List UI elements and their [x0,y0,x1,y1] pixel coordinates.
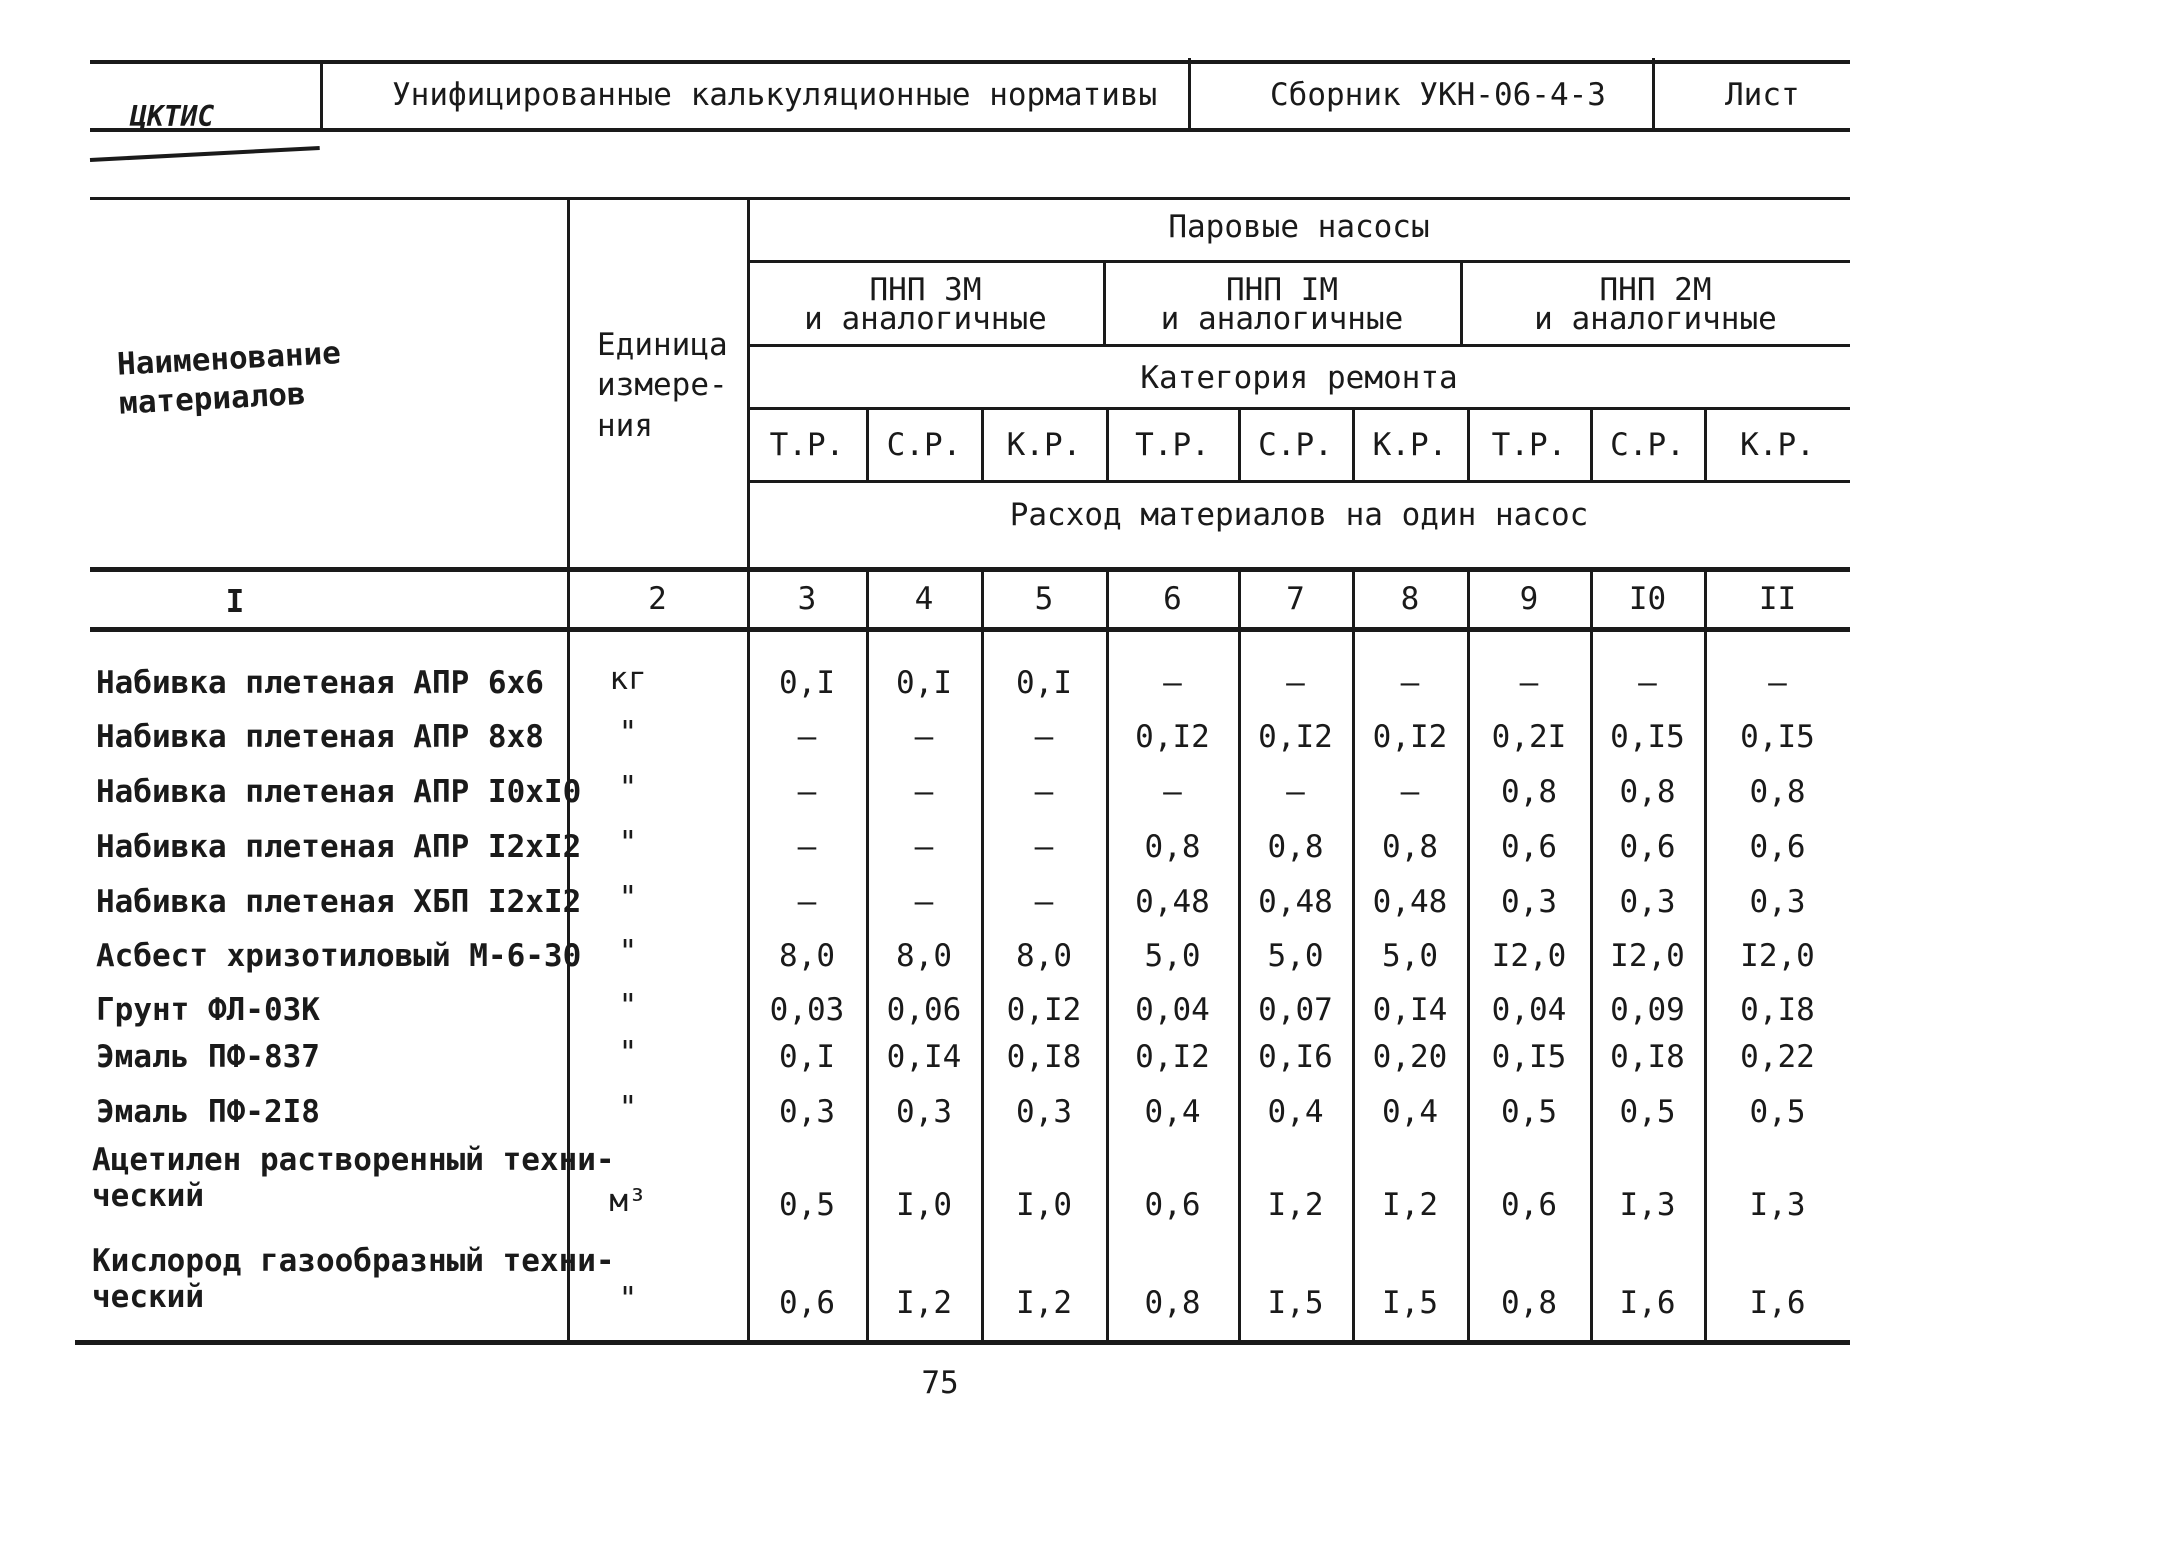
material-name-line2: ческий [92,1178,204,1214]
material-name: Эмаль ПФ-837 [96,1039,320,1075]
value-cell: 0,6 [1501,829,1557,865]
material-name: Набивка плетеная АПР 6х6 [96,665,544,701]
value-cell: 0,8 [1619,774,1676,810]
value-cell: 0,8 [1501,1285,1557,1321]
value-cell: 0,48 [1135,884,1210,920]
header-org: ЦКТИС [130,100,215,133]
value-cell: 0,5 [1749,1094,1806,1130]
value-cell: 0,3 [896,1094,952,1130]
repair-type: К.Р. [1740,427,1815,463]
value-cell: – [797,884,817,920]
value-cell: I,0 [1016,1187,1072,1223]
page-number: 75 [921,1365,959,1401]
column-number: I0 [1628,581,1667,617]
column-number: 7 [1286,581,1305,617]
value-cell: – [1163,774,1182,810]
value-cell: – [797,719,817,755]
value-cell: I,6 [1619,1285,1676,1321]
value-cell: 0,I4 [1372,992,1448,1028]
repair-type: К.Р. [1006,427,1082,463]
value-cell: 0,4 [1144,1094,1201,1130]
value-cell: – [797,829,817,865]
value-cell: 0,5 [1501,1094,1557,1130]
value-cell: – [1286,665,1305,701]
material-name: Набивка плетеная ХБП I2хI2 [96,884,582,920]
value-cell: – [1400,665,1420,701]
column-number: 5 [1034,581,1054,617]
table-rule [90,567,1850,572]
column-number: 6 [1163,581,1182,617]
table-top-rule [90,197,1850,200]
pump-3-line2: и аналогичные [1534,301,1777,337]
value-cell: 0,22 [1740,1039,1815,1075]
value-cell: 8,0 [779,938,835,974]
value-cell: 0,I8 [1610,1039,1685,1075]
table-rule [90,627,1850,632]
value-cell: 0,I5 [1740,719,1815,755]
material-name: Эмаль ПФ-2I8 [96,1094,320,1130]
col-unit-header-text: Единица измере- ния [597,327,728,444]
header-divider [1652,58,1655,128]
value-cell: – [1400,774,1420,810]
value-cell: – [1034,884,1054,920]
header-title: Унифицированные калькуляционные нормативы [392,77,1158,113]
table-rule [748,344,1850,347]
repair-type: Т.Р. [1135,427,1210,463]
repair-header: Категория ремонта [1140,360,1458,396]
column-number: 4 [914,581,934,617]
value-cell: 0,2I [1491,719,1567,755]
header-sheet-label: Лист [1725,77,1800,113]
value-cell: 0,I5 [1610,719,1685,755]
value-cell: 0,5 [1619,1094,1676,1130]
unit-cell: " [618,1035,638,1071]
repair-type: С.Р. [1610,427,1685,463]
column-number: 2 [648,581,667,617]
value-cell: 0,48 [1372,884,1448,920]
repair-type: Т.Р. [769,427,845,463]
repair-type: С.Р. [1258,427,1333,463]
value-cell: 0,8 [1749,774,1806,810]
value-cell: 0,I2 [1135,1039,1210,1075]
unit-cell: " [618,1090,638,1126]
unit-cell: кг [609,661,647,697]
value-cell: 0,I8 [1006,1039,1082,1075]
material-name: Грунт ФЛ-03К [96,992,320,1028]
header-divider [1188,58,1191,128]
pump-2-line2: и аналогичные [1160,301,1404,337]
pump-3-line1: ПНП 2М [1599,272,1712,308]
value-cell: I2,0 [1491,938,1567,974]
col-name-header-text: Наименование материалов [116,335,342,422]
value-cell: 0,48 [1258,884,1333,920]
value-cell: 0,I5 [1491,1039,1567,1075]
table-rule [748,480,1850,483]
value-cell: 0,3 [1016,1094,1072,1130]
value-cell: 0,I2 [1006,992,1082,1028]
value-cell: 0,20 [1372,1039,1448,1075]
material-name: Асбест хризотиловый М-6-30 [96,938,582,974]
value-cell: 8,0 [1016,938,1072,974]
value-cell: 0,6 [779,1285,835,1321]
unit-cell: " [618,715,638,751]
pump-1-line1: ПНП 3М [869,272,982,308]
value-cell: 0,07 [1258,992,1333,1028]
value-cell: I,0 [896,1187,952,1223]
value-cell: 0,I [779,1039,835,1075]
value-cell: 0,3 [1501,884,1557,920]
value-cell: 0,3 [779,1094,835,1130]
consumption-header: Расход материалов на один насос [1009,497,1589,533]
value-cell: 0,09 [1610,992,1685,1028]
value-cell: 0,I [896,665,952,701]
unit-cell: " [618,1281,638,1317]
header-top-rule [90,60,1850,64]
value-cell: 0,8 [1382,829,1438,865]
value-cell: 0,03 [769,992,845,1028]
value-cell: I,2 [896,1285,952,1321]
material-name: Набивка плетеная АПР 8х8 [96,719,544,755]
value-cell: – [1638,665,1657,701]
value-cell: 0,I2 [1135,719,1210,755]
value-cell: 0,3 [1749,884,1806,920]
value-cell: 5,0 [1144,938,1201,974]
value-cell: – [914,829,934,865]
value-cell: 0,5 [779,1187,835,1223]
value-cell: I,5 [1267,1285,1324,1321]
value-cell: 0,3 [1619,884,1676,920]
value-cell: 0,I [1016,665,1072,701]
header-divider [320,62,323,130]
value-cell: 0,06 [886,992,962,1028]
column-number: 9 [1519,581,1539,617]
unit-cell: " [618,825,638,861]
table-bottom-rule [75,1340,1850,1345]
repair-type: К.Р. [1372,427,1448,463]
value-cell: 8,0 [896,938,952,974]
value-cell: – [914,719,934,755]
pump-2-line1: ПНП IМ [1226,272,1338,308]
value-cell: 0,6 [1749,829,1806,865]
unit-cell: " [618,770,638,806]
value-cell: – [914,884,934,920]
col-unit-header [597,325,737,446]
unit-cell: " [618,934,638,970]
unit-cell: " [618,880,638,916]
value-cell: 0,I4 [886,1039,962,1075]
value-cell: 0,4 [1382,1094,1438,1130]
value-cell: I,2 [1267,1187,1324,1223]
table-rule [748,407,1850,410]
value-cell: I,2 [1016,1285,1072,1321]
value-cell: I,6 [1749,1285,1806,1321]
repair-type: С.Р. [886,427,962,463]
value-cell: I,5 [1382,1285,1438,1321]
value-cell: I2,0 [1610,938,1685,974]
header-bottom-rule [90,128,1850,132]
group-header: Паровые насосы [1168,209,1430,245]
value-cell: I2,0 [1740,938,1815,974]
value-cell: – [797,774,817,810]
value-cell: 0,4 [1267,1094,1324,1130]
value-cell: – [1768,665,1787,701]
value-cell: 0,04 [1135,992,1210,1028]
value-cell: 5,0 [1267,938,1324,974]
unit-cell: " [618,988,638,1024]
value-cell: 0,8 [1501,774,1557,810]
value-cell: 0,I6 [1258,1039,1333,1075]
value-cell: – [1519,665,1539,701]
col-name-header [116,334,340,423]
value-cell: 0,04 [1491,992,1567,1028]
value-cell: – [1034,829,1054,865]
value-cell: I,2 [1382,1187,1438,1223]
value-cell: – [1034,719,1054,755]
column-number: 8 [1400,581,1420,617]
material-name-line1: Ацетилен растворенный техни- [92,1142,615,1178]
value-cell: – [914,774,934,810]
column-number: 3 [797,581,817,617]
value-cell: 0,I [779,665,835,701]
material-name: Набивка плетеная АПР I2хI2 [96,829,582,865]
material-name: Набивка плетеная АПР I0хI0 [96,774,582,810]
table-rule [748,260,1850,263]
value-cell: 5,0 [1382,938,1438,974]
value-cell: I,3 [1619,1187,1676,1223]
unit-cell: м³ [609,1183,647,1219]
material-name-line2: ческий [92,1279,204,1315]
value-cell: 0,6 [1501,1187,1557,1223]
value-cell: 0,8 [1144,1285,1201,1321]
value-cell: 0,I8 [1740,992,1815,1028]
value-cell: 0,8 [1144,829,1201,865]
value-cell: I,3 [1749,1187,1806,1223]
repair-type: Т.Р. [1491,427,1567,463]
value-cell: 0,6 [1619,829,1676,865]
value-cell: 0,6 [1144,1187,1201,1223]
pump-1-line2: и аналогичные [804,301,1047,337]
header-collection: Сборник УКН-06-4-3 [1270,77,1606,113]
value-cell: 0,8 [1267,829,1324,865]
value-cell: – [1286,774,1305,810]
header-under-rule [90,146,320,162]
value-cell: – [1163,665,1182,701]
column-number: I [225,584,245,620]
material-name-line1: Кислород газообразный техни- [92,1243,615,1279]
value-cell: – [1034,774,1054,810]
column-number: II [1758,581,1797,617]
value-cell: 0,I2 [1372,719,1448,755]
value-cell: 0,I2 [1258,719,1333,755]
